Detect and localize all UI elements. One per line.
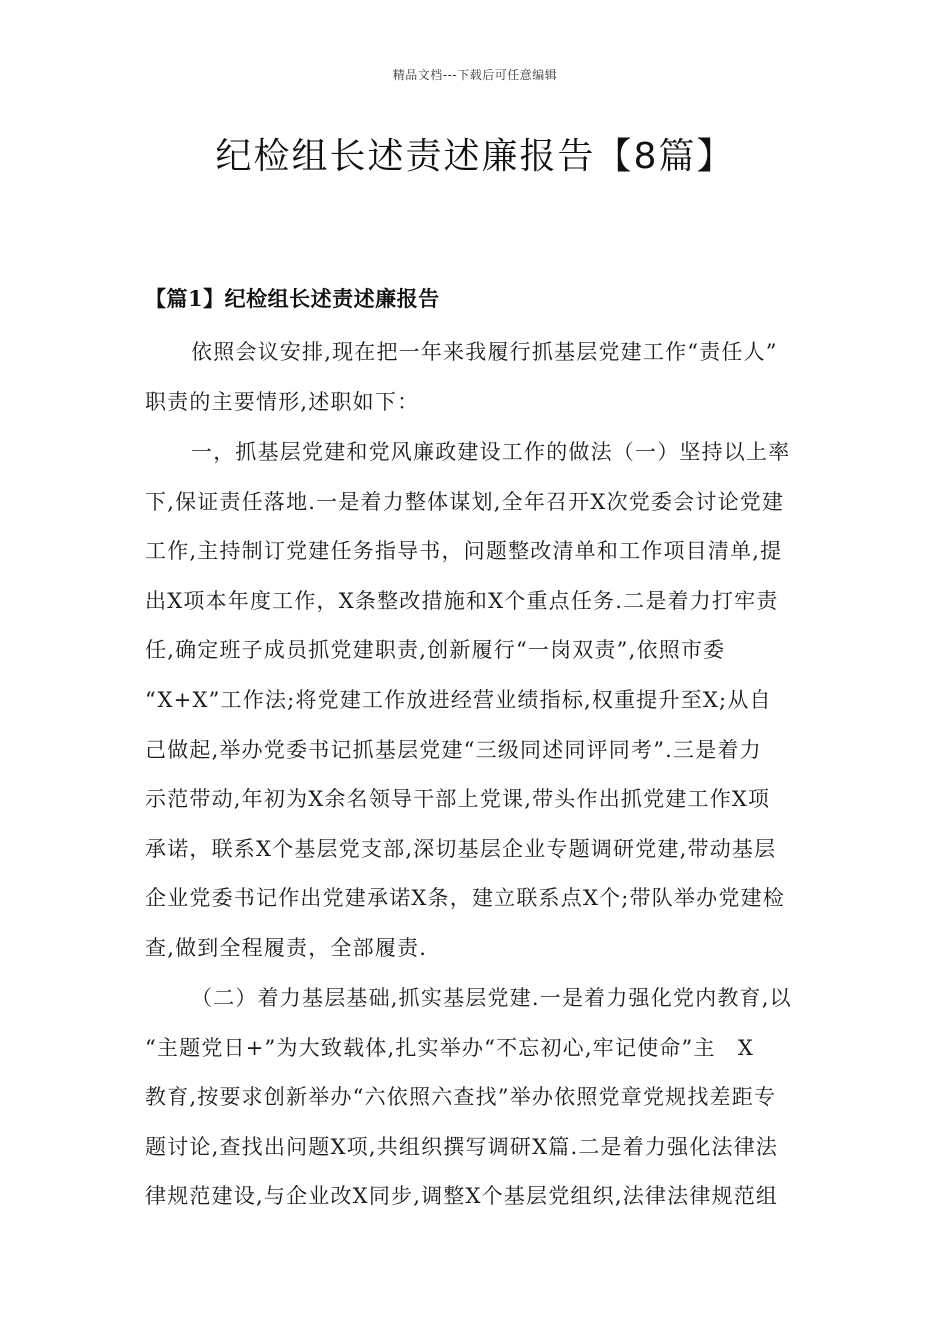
document-title: 纪检组长述责述廉报告【8篇】 — [215, 136, 735, 177]
paragraph-2 — [145, 428, 810, 974]
paragraph-line: 依照会议安排,现在把一年来我履行抓基层党建工作“责任人” — [191, 340, 778, 364]
paragraph-line: “X+X”工作法;将党建工作放进经营业绩指标,权重提升至X;从自 — [145, 687, 772, 712]
paragraph-line: 职责的主要情形,述职如下： — [145, 389, 420, 414]
paragraph-line: 出X项本年度工作，X条整改措施和X个重点任务.二是着力打牢责 — [145, 588, 779, 613]
paragraph-line: 下,保证责任落地.一是着力整体谋划,全年召开X次党委会讨论党建 — [145, 489, 785, 514]
paragraph-line: 教育,按要求创新举办“六依照六查找”举办依照党章党规找差距专 — [145, 1085, 777, 1110]
paragraph-line: 承诺，联系X个基层党支部,深切基层企业专题调研党建,带动基层 — [145, 836, 777, 861]
paragraph-line: 查,做到全程履责，全部履责. — [145, 935, 428, 960]
paragraph-line: 题讨论,查找出问题X项,共组织撰写调研X篇.二是着力强化法律法 — [145, 1134, 779, 1159]
paragraph-line: 工作,主持制订党建任务指导书，问题整改清单和工作项目清单,提 — [145, 539, 783, 564]
section-heading: 【篇1】纪检组长述责述廉报告 — [145, 286, 440, 311]
paragraph-3 — [145, 974, 810, 1222]
paragraph-line: 示范带动,年初为X余名领导干部上党课,带头作出抓党建工作X项 — [145, 787, 771, 812]
paragraph-line: 企业党委书记作出党建承诺X条，建立联系点X个;带队举办党建检 — [145, 886, 785, 911]
paragraph-line: 律规范建设,与企业改X同步,调整X个基层党组织,法律法律规范组 — [145, 1184, 779, 1209]
paragraph-1 — [145, 328, 810, 427]
paragraph-line: “主题党日+”为大致载体,扎实举办“不忘初心,牢记使命”主 X — [145, 1035, 755, 1060]
header-note: 精品文档---下载后可任意编辑 — [392, 68, 558, 82]
paragraph-line: 己做起,举办党委书记抓基层党建“三级同述同评同考”.三是着力 — [145, 737, 762, 762]
paragraph-line: 任,确定班子成员抓党建职责,创新履行“一岗双责”,依照市委 — [145, 638, 726, 663]
paragraph-line: （二）着力基层基础,抓实基层党建.一是着力强化党内教育,以 — [191, 986, 792, 1010]
paragraph-line: 一，抓基层党建和党风廉政建设工作的做法（一）坚持以上率 — [191, 440, 791, 464]
